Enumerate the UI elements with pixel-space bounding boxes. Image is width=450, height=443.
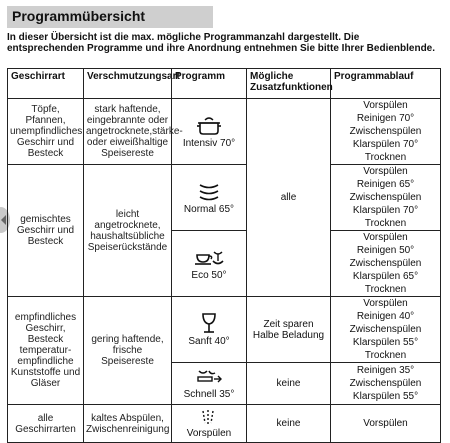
step: Reinigen 35°	[356, 365, 415, 376]
geschirrart-cell: Töpfe, Pfannen, unempfindliches Geschirr und Besteck	[8, 99, 84, 165]
page-title: Programmübersicht	[12, 8, 146, 24]
table-row	[8, 165, 441, 231]
program-name: Schnell 35°	[183, 389, 235, 400]
step: Klarspülen 65°	[352, 271, 419, 282]
header-programmablauf: Programmablauf	[331, 69, 441, 99]
step: Zwischenspülen	[349, 324, 422, 335]
step: Trocknen	[364, 152, 407, 163]
step: Klarspülen 55°	[352, 337, 419, 348]
header-zusatzfunktionen: Mögliche Zusatzfunktionen	[247, 69, 331, 99]
wine-glass-icon	[199, 312, 219, 334]
step: Trocknen	[364, 350, 407, 361]
header-programm: Programm	[172, 69, 247, 99]
verschmutzungsart-cell: leicht angetrocknete, haushaltsübliche Speiserückstände	[84, 165, 172, 297]
program-normal	[172, 165, 247, 231]
program-name: Eco 50°	[191, 270, 227, 281]
ablauf-sanft	[331, 297, 441, 363]
step: Reinigen 40°	[356, 311, 415, 322]
geschirrart-cell: gemischtes Geschirr und Besteck	[8, 165, 84, 297]
ablauf-vorspuelen	[331, 405, 441, 443]
program-table	[7, 68, 441, 443]
program-schnell	[172, 363, 247, 405]
geschirrart-cell: alle Geschirrarten	[8, 405, 84, 443]
table-row	[8, 405, 441, 443]
step: Zwischenspülen	[349, 378, 422, 389]
program-intensiv	[172, 99, 247, 165]
ablauf-schnell	[331, 363, 441, 405]
ablauf-eco	[331, 231, 441, 297]
header-row	[8, 69, 441, 99]
table-row	[8, 99, 441, 165]
step: Klarspülen 70°	[352, 139, 419, 150]
program-name: Normal 65°	[183, 204, 235, 215]
program-name: Sanft 40°	[188, 336, 230, 347]
ablauf-intensiv	[331, 99, 441, 165]
step: Vorspülen	[363, 298, 408, 309]
step: Reinigen 65°	[356, 179, 415, 190]
step: Klarspülen 55°	[352, 391, 419, 402]
step: Klarspülen 70°	[352, 205, 419, 216]
step: Vorspülen	[363, 418, 408, 429]
program-vorspuelen	[172, 405, 247, 443]
quick-wash-icon	[196, 367, 222, 387]
zusatz-sanft	[247, 297, 331, 363]
program-sanft	[172, 297, 247, 363]
geschirrart-cell: empfindliches Geschirr, Besteck temperatur-empfindliche Kunststoffe und Gläser	[8, 297, 84, 405]
step: Vorspülen	[363, 166, 408, 177]
program-eco	[172, 231, 247, 297]
zusatz-vorspuelen: keine	[247, 405, 331, 443]
program-name: Vorspülen	[186, 428, 232, 439]
zusatz-halbe-beladung: Halbe Beladung	[252, 329, 325, 341]
step: Vorspülen	[363, 100, 408, 111]
intro-text: In dieser Übersicht ist die max. mögliche Programmanzahl dargestellt. Die entsprechenden Programme und ihre Anordnung entnehmen Sie bitte Ihrer Bedienblende.	[7, 32, 436, 54]
step: Vorspülen	[363, 232, 408, 243]
spray-icon	[199, 408, 219, 426]
step: Zwischenspülen	[349, 126, 422, 137]
verschmutzungsart-cell: stark haftende, eingebrannte oder angetrocknete,stärke- oder eiweißhaltige Speisereste	[84, 99, 172, 165]
step: Reinigen 70°	[356, 113, 415, 124]
cup-plate-icon	[194, 246, 224, 268]
pot-icon	[196, 114, 222, 136]
header-verschmutzungsart: Verschmutzungsart	[84, 69, 172, 99]
step: Zwischenspülen	[349, 258, 422, 269]
zusatz-schnell: keine	[247, 363, 331, 405]
verschmutzungsart-cell: kaltes Abspülen, Zwischenreinigung	[84, 405, 172, 443]
verschmutzungsart-cell: gering haftende, frische Speisereste	[84, 297, 172, 405]
zusatz-zeit-sparen: Zeit sparen	[263, 318, 314, 330]
table-row	[8, 297, 441, 363]
title-bar	[7, 6, 213, 28]
step: Trocknen	[364, 218, 407, 229]
header-geschirrart: Geschirrart	[8, 69, 84, 99]
step: Trocknen	[364, 284, 407, 295]
step: Zwischenspülen	[349, 192, 422, 203]
step: Reinigen 50°	[356, 245, 415, 256]
zusatz-alle: alle	[247, 99, 331, 297]
ablauf-normal	[331, 165, 441, 231]
stacked-plates-icon	[196, 180, 222, 202]
program-name: Intensiv 70°	[182, 138, 236, 149]
